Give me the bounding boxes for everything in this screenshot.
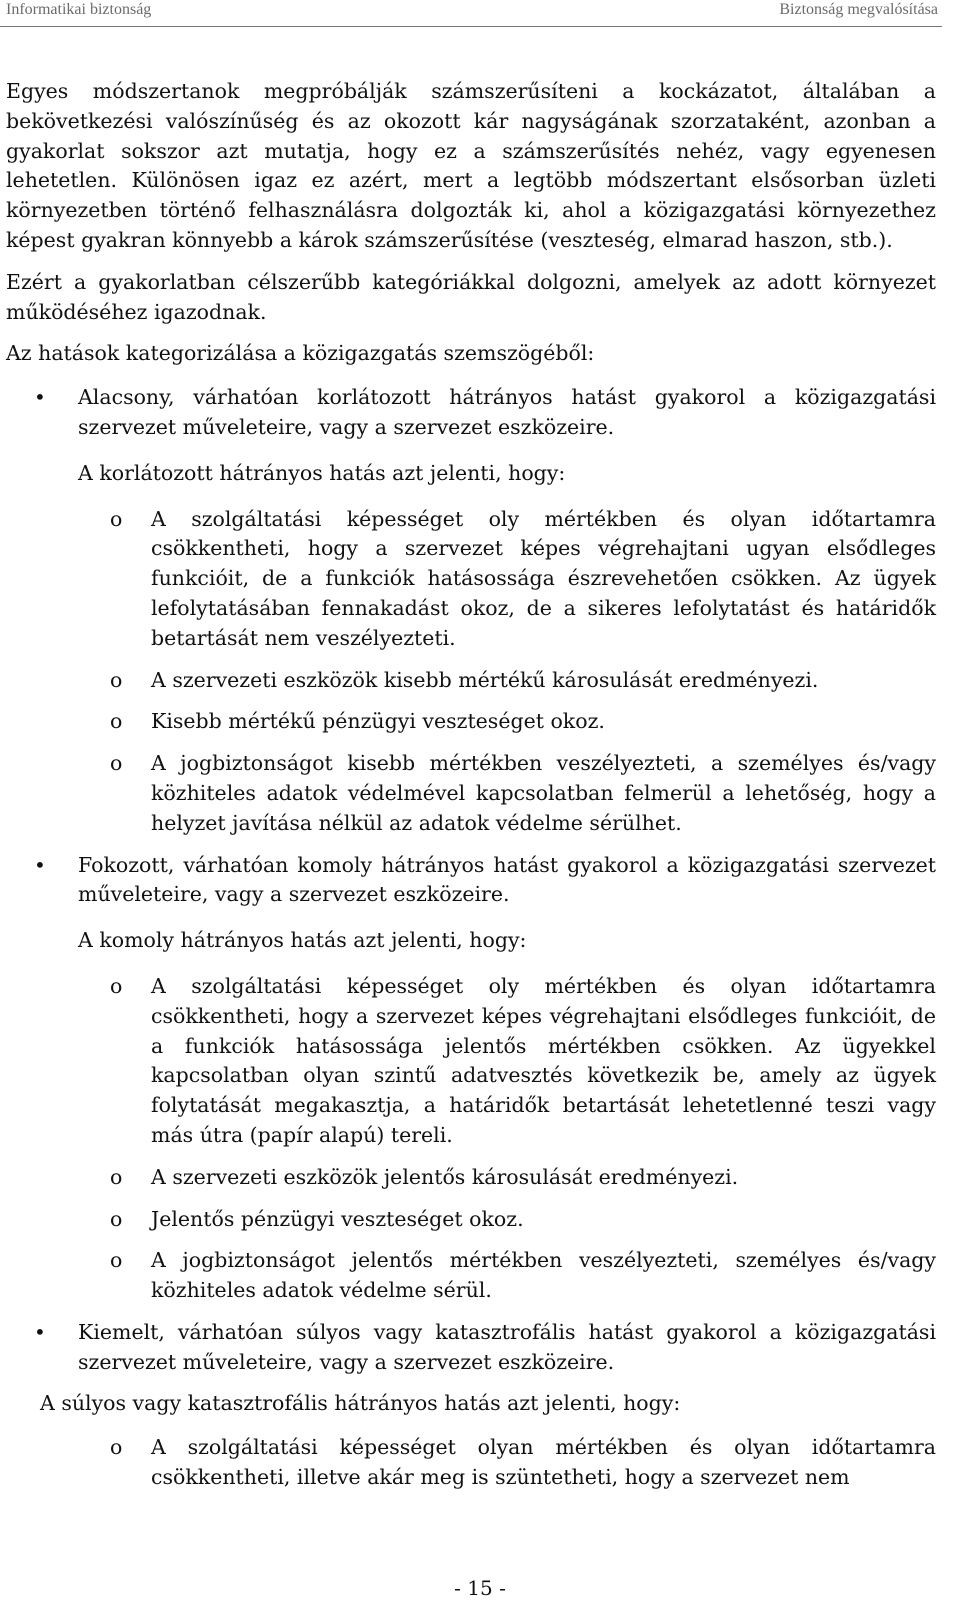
impact-level-text: , várhatóan súlyos vagy katasztrofális hatást gyakorol a közigazgatási szervezet műveleteire, vagy a szervezet eszközeire.	[78, 1319, 936, 1374]
page-number: - 15 -	[454, 1576, 506, 1600]
low-impact-effects-list	[6, 505, 936, 839]
impact-levels-list	[6, 851, 936, 956]
high-impact-effects-list	[6, 1433, 936, 1493]
impact-level-term: Kiemelt	[78, 1319, 159, 1344]
impact-levels-list	[6, 1318, 936, 1378]
list-item: o A szolgáltatási képességet oly mértékben és olyan időtartamra csökkentheti, hogy a szervezet képes végrehajtani ugyan elsődleges funkcióit, de a funkciók hatásossága észrevehetően csökken. Az ügyek lefolytatásában fennakadást okoz, de a sikeres lefolytatást és határidők betartását nem veszélyezteti.	[6, 505, 936, 654]
impact-level-text: , várhatóan korlátozott hátrányos hatást gyakorol a közigazgatási szervezet műveleteire, vagy a szervezet eszközeire.	[78, 385, 936, 439]
list-item: o Jelentős pénzügyi veszteséget okoz.	[6, 1205, 936, 1235]
impact-level-definition	[78, 1318, 936, 1378]
impact-level-high	[6, 1318, 936, 1378]
paragraph-intro: Egyes módszertanok megpróbálják számszerűsíteni a kockázatot, általában a bekövetkezési valószínűség és az okozott kár nagyságának szorzataként, azonban a gyakorlat sokszor azt mutatja, hogy ez a számszerűsítés nehéz, vagy egyenesen lehetetlen. Különösen igaz ez azért, mert a legtöbb módszertant elsősorban üzleti környezetben történő felhasználásra dolgozták ki, ahol a közigazgatási környezethez képest gyakran könnyebb a károk számszerűsítése (veszteség, elmarad haszon, stb.).	[6, 79, 936, 252]
impact-level-intro: A korlátozott hátrányos hatás azt jelenti, hogy:	[78, 460, 566, 485]
paragraph-categories: Ezért a gyakorlatban célszerűbb kategóriákkal dolgozni, amelyek az adott környezet működéséhez igazodnak.	[6, 269, 936, 324]
list-item: o Kisebb mértékű pénzügyi veszteséget okoz.	[6, 707, 936, 737]
impact-level-definition	[78, 851, 936, 911]
running-header	[0, 0, 942, 27]
paragraph-categorization-heading: Az hatások kategorizálása a közigazgatás szemszögéből:	[6, 341, 595, 366]
medium-impact-effects-list	[6, 972, 936, 1306]
impact-level-intro: A súlyos vagy katasztrofális hátrányos hatás azt jelenti, hogy:	[40, 1391, 681, 1416]
list-item: o A szervezeti eszközök kisebb mértékű károsulását eredményezi.	[6, 666, 936, 696]
impact-level-term: Fokozott	[78, 852, 168, 877]
list-item: o A jogbiztonságot jelentős mértékben veszélyezteti, személyes és/vagy közhiteles adatok védelme sérül.	[6, 1246, 936, 1306]
impact-level-medium	[6, 851, 936, 956]
header-right-title: Biztonság megvalósítása	[779, 1, 938, 18]
impact-level-term: Alacsony	[78, 385, 168, 410]
list-item: o A jogbiztonságot kisebb mértékben veszélyezteti, a személyes és/vagy közhiteles adatok védelmével kapcsolatban felmerül a lehetőség, hogy a helyzet javítása nélkül az adatok védelme sérülhet.	[6, 749, 936, 838]
page-body	[6, 77, 936, 1505]
impact-level-intro: A komoly hátrányos hatás azt jelenti, hogy:	[78, 928, 527, 953]
impact-level-low	[6, 383, 936, 488]
header-left-title: Informatikai biztonság	[6, 1, 152, 18]
impact-level-text: , várhatóan komoly hátrányos hatást gyakorol a közigazgatási szervezet műveleteire, vagy a szervezet eszközeire.	[78, 852, 936, 907]
list-item: o A szervezeti eszközök jelentős károsulását eredményezi.	[6, 1163, 936, 1193]
list-item: o A szolgáltatási képességet oly mértékben és olyan időtartamra csökkentheti, hogy a szervezet képes végrehajtani elsődleges funkcióit, de a funkciók hatásossága jelentős mértékben csökken. Az ügyekkel kapcsolatban olyan szintű adatvesztés következik be, amely az ügyek folytatását megakasztja, a határidők betartását lehetetlenné teszi vagy más útra (papír alapú) tereli.	[6, 972, 936, 1151]
list-item: o A szolgáltatási képességet olyan mértékben és olyan időtartamra csökkentheti, illetve akár meg is szüntetheti, hogy a szervezet nem	[6, 1433, 936, 1493]
impact-level-definition	[78, 383, 936, 443]
impact-levels-list	[6, 383, 936, 488]
